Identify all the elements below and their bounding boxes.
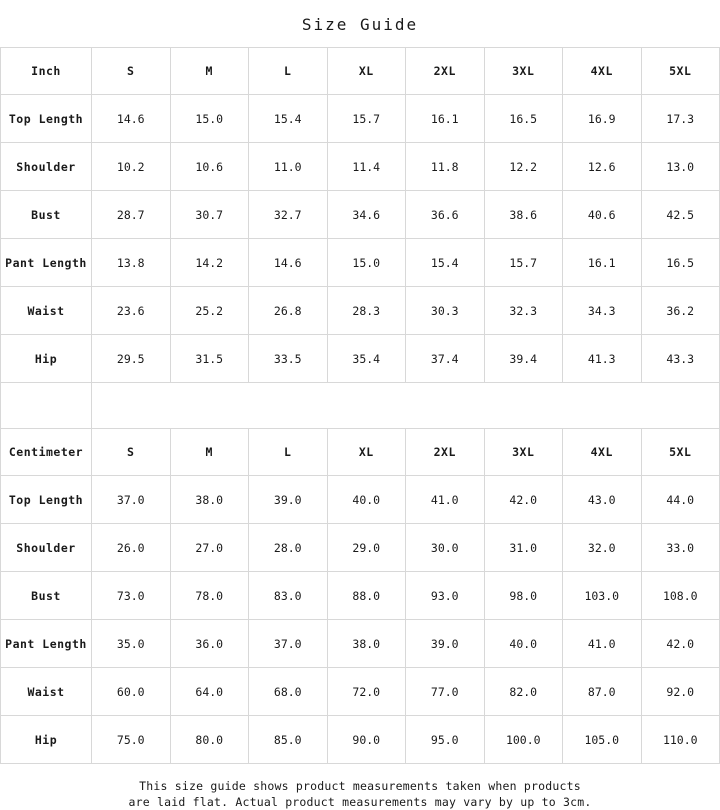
size-guide-footnote [0, 764, 720, 810]
table-row [1, 335, 720, 383]
cell-value: 14.2 [170, 239, 249, 287]
cell-value: 30.0 [406, 524, 485, 572]
cell-value: 28.3 [327, 287, 406, 335]
row-label-pant-length: Pant Length [1, 620, 92, 668]
table-row [1, 476, 720, 524]
size-table-inch [0, 47, 720, 383]
row-label-hip: Hip [1, 716, 92, 764]
table-row [1, 524, 720, 572]
cell-value: 72.0 [327, 668, 406, 716]
cell-value: 98.0 [484, 572, 563, 620]
cell-value: 83.0 [249, 572, 328, 620]
page-title: Size Guide [301, 15, 419, 34]
cell-value: 15.4 [249, 95, 328, 143]
cell-value: 16.5 [641, 239, 720, 287]
cell-value: 73.0 [92, 572, 171, 620]
cell-value: 85.0 [249, 716, 328, 764]
cell-value: 39.4 [484, 335, 563, 383]
cell-value: 110.0 [641, 716, 720, 764]
cell-value: 34.6 [327, 191, 406, 239]
cell-value: 40.0 [327, 476, 406, 524]
cell-value: 36.0 [170, 620, 249, 668]
cell-value: 64.0 [170, 668, 249, 716]
cell-value: 29.0 [327, 524, 406, 572]
row-label-shoulder: Shoulder [1, 524, 92, 572]
table-row [1, 239, 720, 287]
row-label-bust: Bust [1, 191, 92, 239]
cell-value: 40.6 [563, 191, 642, 239]
cell-value: 33.5 [249, 335, 328, 383]
size-header-4xl: 4XL [563, 429, 642, 476]
cell-value: 92.0 [641, 668, 720, 716]
cell-value: 33.0 [641, 524, 720, 572]
cell-value: 100.0 [484, 716, 563, 764]
cell-value: 26.0 [92, 524, 171, 572]
cell-value: 43.3 [641, 335, 720, 383]
size-header-4xl: 4XL [563, 48, 642, 95]
table-header-row-inch [1, 48, 720, 95]
cell-value: 12.2 [484, 143, 563, 191]
cell-value: 27.0 [170, 524, 249, 572]
cell-value: 16.5 [484, 95, 563, 143]
cell-value: 41.3 [563, 335, 642, 383]
cell-value: 105.0 [563, 716, 642, 764]
table-row [1, 668, 720, 716]
cell-value: 40.0 [484, 620, 563, 668]
size-header-5xl: 5XL [641, 429, 720, 476]
size-header-2xl: 2XL [406, 429, 485, 476]
cell-value: 13.0 [641, 143, 720, 191]
cell-value: 17.3 [641, 95, 720, 143]
cell-value: 41.0 [406, 476, 485, 524]
cell-value: 10.2 [92, 143, 171, 191]
cell-value: 25.2 [170, 287, 249, 335]
cell-value: 30.3 [406, 287, 485, 335]
cell-value: 90.0 [327, 716, 406, 764]
cell-value: 41.0 [563, 620, 642, 668]
size-header-m: M [170, 48, 249, 95]
size-header-2xl: 2XL [406, 48, 485, 95]
row-label-waist: Waist [1, 287, 92, 335]
cell-value: 14.6 [92, 95, 171, 143]
size-header-3xl: 3XL [484, 429, 563, 476]
cell-value: 15.7 [327, 95, 406, 143]
table-header-row-centimeter [1, 429, 720, 476]
table-row [1, 143, 720, 191]
size-header-m: M [170, 429, 249, 476]
size-table-centimeter [0, 428, 720, 764]
row-label-shoulder: Shoulder [1, 143, 92, 191]
size-header-l: L [249, 48, 328, 95]
cell-value: 78.0 [170, 572, 249, 620]
table-spacer-cell [1, 383, 92, 428]
cell-value: 32.7 [249, 191, 328, 239]
row-label-hip: Hip [1, 335, 92, 383]
row-label-bust: Bust [1, 572, 92, 620]
cell-value: 39.0 [249, 476, 328, 524]
cell-value: 31.0 [484, 524, 563, 572]
cell-value: 93.0 [406, 572, 485, 620]
cell-value: 28.0 [249, 524, 328, 572]
cell-value: 80.0 [170, 716, 249, 764]
cell-value: 39.0 [406, 620, 485, 668]
row-label-pant-length: Pant Length [1, 239, 92, 287]
cell-value: 15.4 [406, 239, 485, 287]
cell-value: 30.7 [170, 191, 249, 239]
cell-value: 43.0 [563, 476, 642, 524]
cell-value: 23.6 [92, 287, 171, 335]
cell-value: 12.6 [563, 143, 642, 191]
table-row [1, 572, 720, 620]
size-header-xl: XL [327, 48, 406, 95]
cell-value: 16.9 [563, 95, 642, 143]
cell-value: 42.0 [641, 620, 720, 668]
cell-value: 42.5 [641, 191, 720, 239]
cell-value: 37.4 [406, 335, 485, 383]
table-spacer [0, 383, 720, 428]
cell-value: 32.0 [563, 524, 642, 572]
cell-value: 44.0 [641, 476, 720, 524]
cell-value: 15.7 [484, 239, 563, 287]
size-header-s: S [92, 429, 171, 476]
cell-value: 108.0 [641, 572, 720, 620]
cell-value: 87.0 [563, 668, 642, 716]
table-row [1, 620, 720, 668]
table-row [1, 716, 720, 764]
size-header-3xl: 3XL [484, 48, 563, 95]
cell-value: 32.3 [484, 287, 563, 335]
cell-value: 14.6 [249, 239, 328, 287]
cell-value: 77.0 [406, 668, 485, 716]
row-label-waist: Waist [1, 668, 92, 716]
table-row [1, 287, 720, 335]
footnote-line-1: This size guide shows product measurements taken when products [139, 779, 581, 793]
cell-value: 31.5 [170, 335, 249, 383]
cell-value: 16.1 [406, 95, 485, 143]
footnote-line-2: are laid flat. Actual product measurements may vary by up to 3cm. [128, 795, 592, 809]
unit-label-inch: Inch [1, 48, 92, 95]
cell-value: 11.0 [249, 143, 328, 191]
table-row [1, 191, 720, 239]
cell-value: 15.0 [170, 95, 249, 143]
size-header-s: S [92, 48, 171, 95]
cell-value: 95.0 [406, 716, 485, 764]
cell-value: 35.0 [92, 620, 171, 668]
size-header-xl: XL [327, 429, 406, 476]
table-row [1, 95, 720, 143]
row-label-top-length: Top Length [1, 476, 92, 524]
cell-value: 11.8 [406, 143, 485, 191]
cell-value: 28.7 [92, 191, 171, 239]
cell-value: 38.0 [170, 476, 249, 524]
cell-value: 75.0 [92, 716, 171, 764]
cell-value: 13.8 [92, 239, 171, 287]
cell-value: 88.0 [327, 572, 406, 620]
cell-value: 36.6 [406, 191, 485, 239]
cell-value: 82.0 [484, 668, 563, 716]
cell-value: 26.8 [249, 287, 328, 335]
cell-value: 37.0 [92, 476, 171, 524]
cell-value: 37.0 [249, 620, 328, 668]
cell-value: 35.4 [327, 335, 406, 383]
cell-value: 60.0 [92, 668, 171, 716]
cell-value: 11.4 [327, 143, 406, 191]
size-header-l: L [249, 429, 328, 476]
unit-label-centimeter: Centimeter [1, 429, 92, 476]
cell-value: 10.6 [170, 143, 249, 191]
cell-value: 38.6 [484, 191, 563, 239]
cell-value: 38.0 [327, 620, 406, 668]
cell-value: 42.0 [484, 476, 563, 524]
cell-value: 16.1 [563, 239, 642, 287]
cell-value: 29.5 [92, 335, 171, 383]
cell-value: 68.0 [249, 668, 328, 716]
cell-value: 36.2 [641, 287, 720, 335]
cell-value: 15.0 [327, 239, 406, 287]
size-header-5xl: 5XL [641, 48, 720, 95]
cell-value: 103.0 [563, 572, 642, 620]
row-label-top-length: Top Length [1, 95, 92, 143]
cell-value: 34.3 [563, 287, 642, 335]
